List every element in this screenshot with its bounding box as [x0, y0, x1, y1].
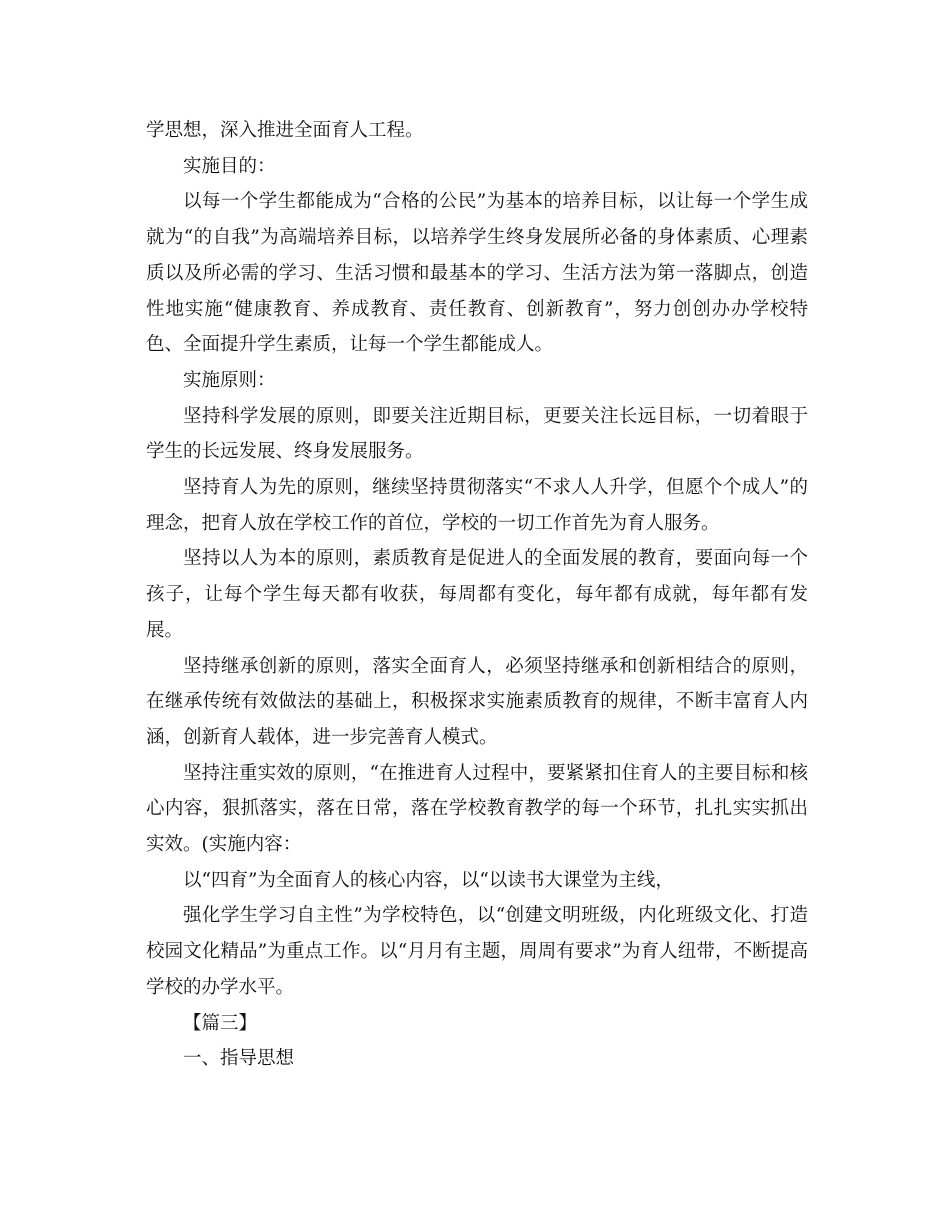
section-heading-part-three: 【篇三】	[183, 1012, 258, 1034]
paragraph-principle-education-first: 坚持育人为先的原则，继续坚持贯彻落实“不求人人升学，但愿个个成人”的理念，把育人放在学校工作的首位，学校的一切工作首先为育人服务。	[146, 477, 808, 534]
heading-implementation-principles: 实施原则：	[183, 369, 276, 391]
paragraph-content-features: 强化学生学习自主性”为学校特色，以“创建文明班级，内化班级文化、打造校园文化精品”为重点工作。以“月月有主题，周周有要求”为育人纽带，不断提高学校的办学水平。	[146, 905, 808, 998]
document-body	[146, 113, 808, 1077]
paragraph-principle-inheritance: 坚持继承创新的原则，落实全面育人，必须坚持继承和创新相结合的原则，在继承传统有效做法的基础上，积极探求实施素质教育的规律，不断丰富育人内涵，创新育人载体，进一步完善育人模式。	[146, 655, 808, 748]
paragraph-goal: 以每一个学生都能成为“合格的公民”为基本的培养目标，以让每一个学生成就为“的自我”为高端培养目标，以培养学生终身发展所必备的身体素质、心理素质以及所必需的学习、生活习惯和最基本的学习、生活方法为第一落脚点，创造性地实施“健康教育、养成教育、责任教育、创新教育”，努力创创办办学校特色、全面提升学生素质，让每一个学生都能成人。	[146, 191, 808, 356]
paragraph-principle-people-oriented: 坚持以人为本的原则，素质教育是促进人的全面发展的教育，要面向每一个孩子，让每个学生每天都有收获，每周都有变化，每年都有成就，每年都有发展。	[146, 548, 808, 641]
paragraph-principle-science: 坚持科学发展的原则，即要关注近期目标，更要关注长远目标，一切着眼于学生的长远发展、终身发展服务。	[146, 405, 808, 463]
paragraph-principle-effectiveness: 坚持注重实效的原则，“在推进育人过程中，要紧紧扣住育人的主要目标和核心内容，狠抓落实，落在日常，落在学校教育教学的每一个环节，扎扎实实抓出实效。(实施内容：	[146, 762, 808, 856]
heading-implementation-goal: 实施目的：	[183, 155, 276, 177]
paragraph-continuation: 学思想，深入推进全面育人工程。	[146, 120, 424, 141]
paragraph-content-core: 以“四育”为全面育人的核心内容，以“以读书大课堂为主线，	[183, 869, 674, 891]
section-heading-guiding-ideology: 一、指导思想	[183, 1048, 295, 1070]
